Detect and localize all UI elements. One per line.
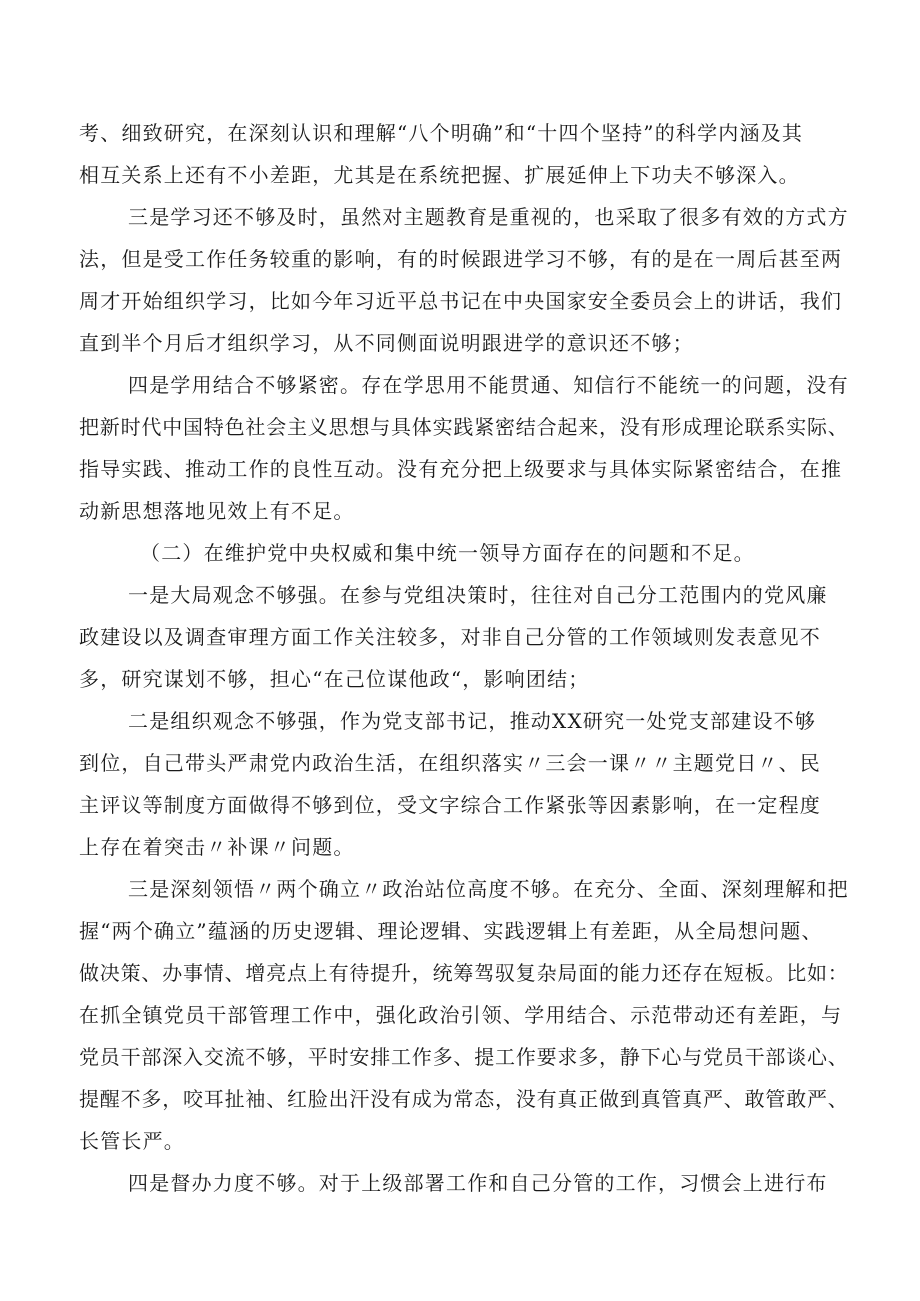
text-line: 长管长严。 <box>79 1129 185 1153</box>
text-line: 在抓全镇党员干部管理工作中，强化政治引领、学用结合、示范带动还有差距，与 <box>79 1003 843 1027</box>
text-line: 把新时代中国特色社会主义思想与具体实践紧密结合起来，没有形成理论联系实际、 <box>79 415 849 439</box>
text-line: 上存在着突击〃补课〃问题。 <box>79 835 355 859</box>
text-line: 党员干部深入交流不够，平时安排工作多、提工作要求多，静下心与党员干部谈心、 <box>79 1045 849 1069</box>
text-line: 握“两个确立”蕴涵的历史逻辑、理论逻辑、实践逻辑上有差距，从全局想问题、 <box>79 919 823 943</box>
text-line: 多，研究谋划不够，担心“在己位谋他政“，影响团结； <box>79 667 590 691</box>
text-line: 指导实践、推动工作的良性互动。没有充分把上级要求与具体实际紧密结合，在推 <box>79 457 843 481</box>
text-line: 相互关系上还有不小差距，尤其是在系统把握、扩展延伸上下功夫不够深入。 <box>79 163 800 187</box>
text-line: 提醒不多，咬耳扯袖、红脸出汗没有成为常态，没有真正做到真管真严、敢管敢严、 <box>79 1087 849 1111</box>
text-line: 动新思想落地见效上有不足。 <box>79 499 355 523</box>
text-line: 到位，自己带头严肃党内政治生活，在组织落实〃三会一课〃〃主题党日〃、民 <box>79 751 821 775</box>
text-line: 四是学用结合不够紧密。存在学思用不能贯通、知信行不能统一的问题，没有 <box>128 373 849 397</box>
text-line: 三是深刻领悟〃两个确立〃政治站位高度不够。在充分、全面、深刻理解和把 <box>128 877 849 901</box>
text-line: 做决策、办事情、增亮点上有待提升，统筹驾驭复杂局面的能力还存在短板。比如： <box>79 961 849 985</box>
text-line: 政建设以及调查审理方面工作关注较多，对非自己分管的工作领域则发表意见不 <box>79 625 821 649</box>
text-line: 考、细致研究，在深刻认识和理解“八个明确”和“十四个坚持”的科学内涵及其 <box>79 121 804 145</box>
text-line: 主评议等制度方面做得不够到位，受文字综合工作紧张等因素影响，在一定程度 <box>79 793 821 817</box>
text-line: 二是组织观念不够强，作为党支部书记，推动XX研究一处党支部建设不够 <box>128 709 817 733</box>
section-heading: （二）在维护党中央权威和集中统一领导方面存在的问题和不足。 <box>140 541 755 565</box>
text-line: 四是督办力度不够。对于上级部署工作和自己分管的工作，习惯会上进行布 <box>128 1171 828 1195</box>
text-line: 一是大局观念不够强。在参与党组决策时，往往对自己分工范围内的党风廉 <box>128 583 828 607</box>
text-line: 法，但是受工作任务较重的影响，有的时候跟进学习不够，有的是在一周后甚至两 <box>79 247 843 271</box>
text-line: 直到半个月后才组织学习，从不同侧面说明跟进学的意识还不够； <box>79 331 694 355</box>
text-line: 周才开始组织学习，比如今年习近平总书记在中央国家安全委员会上的讲话，我们 <box>79 289 843 313</box>
text-line: 三是学习还不够及时，虽然对主题教育是重视的，也采取了很多有效的方式方 <box>128 205 849 229</box>
